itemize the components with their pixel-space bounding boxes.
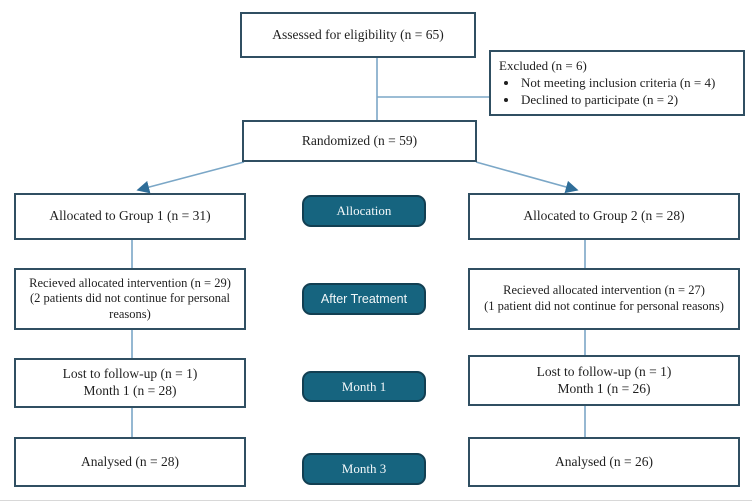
group1-analysed-box xyxy=(14,437,246,487)
group2-analysed-label: Analysed (n = 26) xyxy=(555,453,653,469)
excluded-item: • Not meeting inclusion criteria (n = 4) xyxy=(519,75,715,91)
group2-intervention-box xyxy=(468,268,740,330)
connector-randomized-group2 xyxy=(476,162,577,190)
group1-intervention-box xyxy=(14,268,246,330)
excluded-box xyxy=(489,50,745,116)
stage-month-3-label: Month 3 xyxy=(341,461,387,476)
stage-allocation-label: Allocation xyxy=(336,203,392,218)
excluded-list xyxy=(499,75,715,108)
assessed-box xyxy=(240,12,476,58)
assessed-label: Assessed for eligibility (n = 65) xyxy=(272,26,444,42)
group2-month1-label: Month 1 (n = 26) xyxy=(557,380,651,396)
stage-after-treatment-label: After Treatment xyxy=(320,292,408,306)
stage-allocation xyxy=(302,195,426,227)
stage-month-1-label: Month 1 xyxy=(341,378,387,394)
stage-month-1 xyxy=(302,371,426,402)
group1-intervention-label: Recieved allocated intervention (n = 29) xyxy=(29,275,231,290)
excluded-item: • Declined to participate (n = 2) xyxy=(519,92,715,108)
group2-intervention-note: (1 patient did not continue for personal reasons) xyxy=(484,299,724,313)
stage-month-3 xyxy=(302,453,426,485)
group1-intervention-note: (2 patients did not continue for personal reasons) xyxy=(30,291,230,321)
group1-allocated-label: Allocated to Group 1 (n = 31) xyxy=(49,208,211,224)
group2-analysed-box xyxy=(468,437,740,487)
group2-allocated-box xyxy=(468,193,740,240)
group2-allocated-label: Allocated to Group 2 (n = 28) xyxy=(523,208,685,224)
group1-allocated-box xyxy=(14,193,246,240)
group2-followup-box xyxy=(468,355,740,406)
connector-randomized-group1 xyxy=(138,162,244,190)
group1-followup-box xyxy=(14,358,246,408)
group1-analysed-label: Analysed (n = 28) xyxy=(81,453,179,469)
group2-lost-label: Lost to follow-up (n = 1) xyxy=(536,363,672,379)
randomized-label: Randomized (n = 59) xyxy=(301,132,418,148)
group1-month1-label: Month 1 (n = 28) xyxy=(83,383,177,398)
randomized-box xyxy=(242,120,477,162)
excluded-title: Excluded (n = 6) xyxy=(499,58,587,74)
stage-after-treatment xyxy=(302,283,426,315)
group1-lost-label: Lost to follow-up (n = 1) xyxy=(62,366,198,382)
group2-intervention-label: Recieved allocated intervention (n = 27) xyxy=(503,283,705,298)
